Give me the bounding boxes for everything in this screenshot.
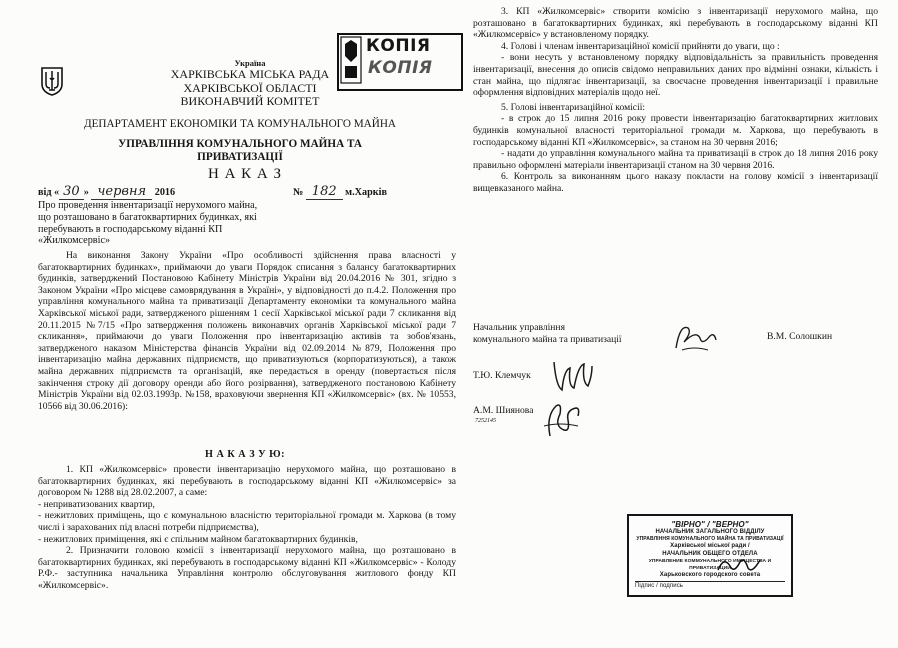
certify-stamp (627, 514, 793, 597)
order-item-1: 1. КП «Жилкомсервіс» провести інвентаризацію нерухомого майна, що розташовано в багатоквартирних будинках, які перебувають в господарському віданні КП «Жилкомсервіс» за договором № 1288 від 28.02.2007, а саме: (38, 464, 456, 499)
trident-icon (40, 66, 64, 96)
date-prefix: від « (38, 187, 60, 198)
head-title-2: комунального майна та приватизації (473, 334, 622, 345)
header-administration: УПРАВЛІННЯ КОМУНАЛЬНОГО МАЙНА ТА ПРИВАТИЗАЦІЇ (118, 138, 362, 163)
stamp-line-1: НАЧАЛЬНИК ЗАГАЛЬНОГО ВІДДІЛУ (655, 529, 765, 535)
order-item-5: 5. Голові інвентаризаційної комісії: (501, 101, 646, 113)
order-item-1b: - нежитлових приміщень, що є комунальною власністю територіальної громади м. Харкова (в тому числі і зарахованих під власні потреби підприємства), (38, 510, 456, 533)
order-item-2: 2. Призначити головою комісії з інвентаризації нерухомого майна, що розташовано в багатоквартирних будинках, які перебувають в господарському віданні КП «Жилкомсервіс» - Колоду Р.Ф.- заступника начальника Управління контролю обслуговування житлового фонду КП «Жилкомсервіс». (38, 545, 456, 591)
order-item-5a: - в строк до 15 липня 2016 року провести інвентаризацію багатоквартирних житлових будинків комунальної власності територіальної громади м. Харкова, що перебувають в господарському віданні КП «Жилкомсервіс», за станом на 30 червня 2016; (473, 113, 878, 148)
preamble-text: На виконання Закону України «Про особливості здійснення права власності у багатоквартирних будинках», приймаючи до уваги Порядок списання з балансу багатоквартирних будинків, затверджений Постановою Кабінету Міністрів України від 20.04.2016 № 301, згідно з Законом України «Про місцеве самоврядування в Україні», у відповідності до п.4.2. Положення про управління комунального майна та приватизації Департаменту економіки та комунального майна Харківської міської ради, затвердженого рішенням 1 сесії Харківської міської ради 7 скликання від 20.11.2015 №7/15 «Про затвердження положень виконавчих органів Харківської міської ради 7 скликання», приймаючи до уваги Положення про інвентаризацію активів та зобов'язань, затвердженого наказом Міністерства фінансів України від 02.09.2014 №879, Положення про інвентаризацію майна державних підприємств, що приватизуються (корпоратизуються), а також майна державних підприємств та організацій, яке передається в оренду (повертається після закінчення строку дії договору оренди або його розірвання), затвердженого постановою Кабінету Міністрів України від 02.03.1993р. №158, враховуючи звернення КП «Жилкомсервіс» (вх. № 10553, 10566 від 30.06.2016): (38, 250, 456, 412)
order-item-3: 3. КП «Жилкомсервіс» створити комісію з інвентаризації нерухомого майна, що розташовано в багатоквартирних будинках, які перебувають в господарському віданні КП «Жилкомсервіс» у встановленому порядку. (473, 6, 878, 41)
date-day: 30 (59, 184, 84, 200)
order-item-1c: - нежитлових приміщення, які є спільним майном багатоквартирних будинків, (38, 533, 358, 545)
date-line (38, 186, 448, 200)
approver-1: Т.Ю. Клемчук (473, 370, 531, 381)
header-department: ДЕПАРТАМЕНТ ЕКОНОМІКИ ТА КОМУНАЛЬНОГО МАЙНА (83, 118, 397, 130)
stamp-line-5: УПРАВЛЕНИЕ КОММУНАЛЬНОГО ИМУЩЕСТВА И ПРИВАТИЗАЦИИ (648, 558, 772, 572)
order-item-1a: - неприватизованих квартир, (38, 498, 155, 510)
copy-stamp-icon (336, 32, 464, 92)
small-code: 7252145 (475, 418, 496, 424)
stamp-sign-label: Підпис / подпись (635, 581, 785, 590)
doc-type-title: Н А К А З (207, 166, 283, 182)
head-signature (670, 320, 720, 356)
order-heading: Н А К А З У Ю: (204, 449, 286, 460)
stamp-title: "ВІРНО" / "ВЕРНО" (671, 520, 749, 529)
header-council: ХАРКІВСЬКА МІСЬКА РАДА (170, 67, 330, 81)
doc-subject: Про проведення інвентаризації нерухомого майна, що розташовано в багатоквартирних будинках, які перебувають в господарському віданні КП «Жилкомсервіс» (38, 200, 258, 247)
date-year: 2016 (154, 187, 176, 198)
header-region: ХАРКІВСЬКОЇ ОБЛАСТІ (183, 80, 317, 95)
head-title-1: Начальник управління (473, 322, 565, 333)
date-month: червня (91, 184, 152, 200)
approver-1-signature (548, 356, 596, 396)
order-item-4a: - вони несуть у встановленому порядку відповідальність за правильність проведення інвентаризації, внесення до описів свідомо неправильних даних про відмінні ознаки, кількість і стан майна, що підлягає інвентаризації, за своєчасне проведення інвентаризації і правильне оформлення відповідних матеріалів щодо неї. (473, 52, 878, 99)
approver-2-signature (540, 396, 586, 442)
copy-stamp-label-shadow: КОПІЯ (368, 58, 433, 78)
order-item-5b: - надати до управління комунального майна та приватизації в строк до 18 липня 2016 року правильно оформлені матеріали інвентаризації станом на 30 червня 2016. (473, 148, 878, 171)
doc-city: м.Харків (345, 187, 387, 198)
head-name: В.М. Солошкин (767, 331, 833, 342)
copy-stamp-label: КОПІЯ (366, 36, 431, 56)
order-item-6: 6. Контроль за виконанням цього наказу покласти на голову комісії з інвентаризації вищевказаного майна. (473, 171, 878, 194)
number-prefix: № (293, 187, 304, 198)
stamp-line-3: Харківської міської ради / (670, 543, 750, 550)
order-item-4: 4. Голові і членам інвентаризаційної комісії прийняти до уваги, що : (501, 40, 780, 52)
stamp-line-4: НАЧАЛЬНИК ОБЩЕГО ОТДЕЛА (662, 550, 758, 557)
header-committee: ВИКОНАВЧИЙ КОМІТЕТ (180, 94, 320, 108)
doc-number: 182 (306, 184, 343, 200)
stamp-signature (714, 554, 764, 578)
approver-2: А.М. Шиянова (473, 405, 534, 416)
stamp-line-2: УПРАВЛІННЯ КОМУНАЛЬНОГО МАЙНА ТА ПРИВАТИЗАЦІЇ (636, 536, 784, 543)
stamp-line-6: Харьковского городского совета (659, 572, 761, 579)
date-mid: » (83, 187, 89, 198)
header-country: Україна (234, 58, 266, 68)
